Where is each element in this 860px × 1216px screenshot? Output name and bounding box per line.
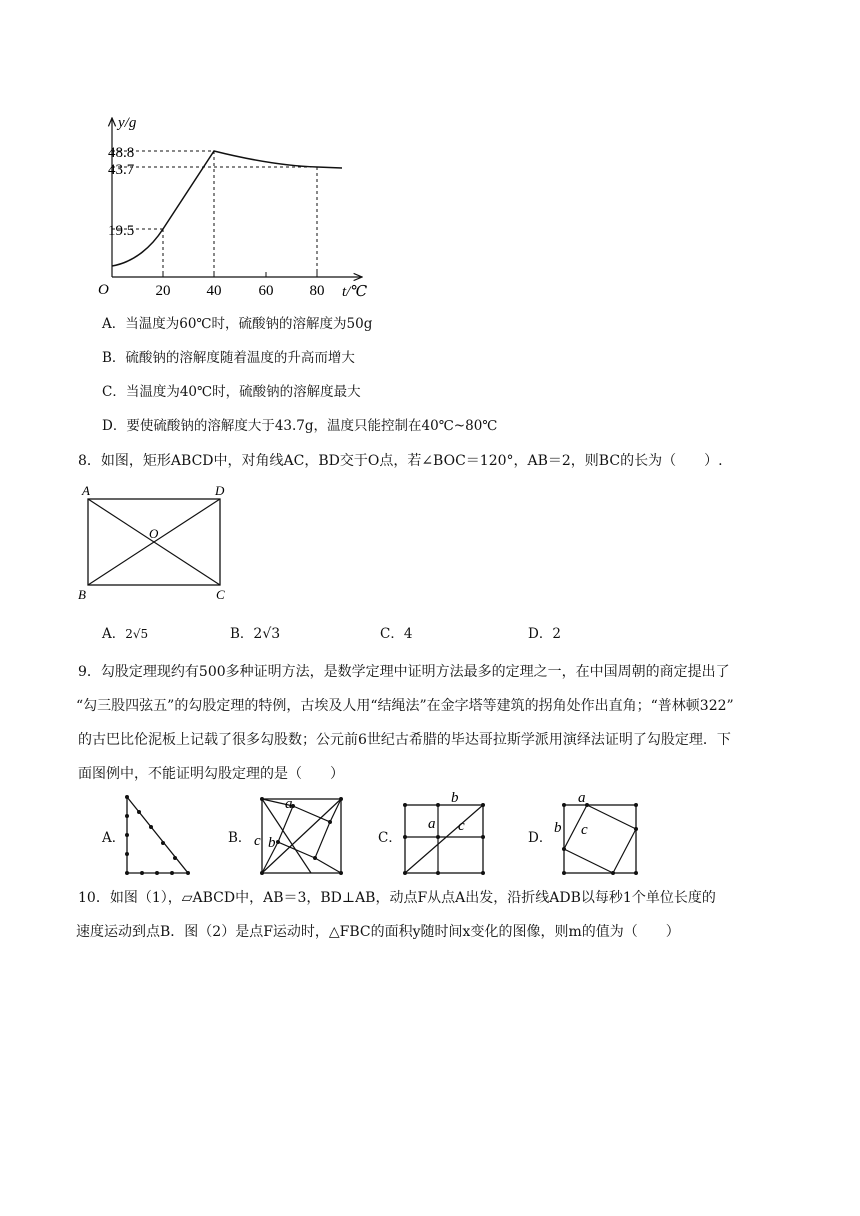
q9-figure-b [250,790,350,878]
q9-line-3: 的古巴比伦泥板上记载了很多勾股数；公元前6世纪古希腊的毕达哥拉斯学派用演绎法证明了勾股定理．下 [78,732,731,748]
q9-c-label-c: c [458,818,465,834]
solubility-chart [90,108,380,308]
q9-option-b: B． [228,830,252,846]
q7-option-d: D．要使硫酸钠的溶解度大于43.7g，温度只能控制在40℃~80℃ [102,418,498,434]
q9-d-label-c: c [581,822,588,838]
q9-line-4: 面图例中，不能证明勾股定理的是（ ） [78,766,344,782]
q9-option-a: A． [102,830,126,846]
x-tick-80: 80 [309,283,325,299]
q8-option-c: C．4 [380,626,413,642]
q9-figure-c [398,790,488,878]
solubility-curve [112,151,342,266]
q8-label-a: A [82,483,90,498]
y-tick-48-8: 48.8 [108,145,135,161]
q9-figure-d [548,790,643,878]
q9-figure-a [120,790,195,878]
q9-option-c: C． [378,830,402,846]
q7-option-a: A．当温度为60℃时，硫酸钠的溶解度为50g [102,316,373,332]
q9-b-label-c: c [254,833,261,849]
q10-line-1: 10．如图（1），▱ABCD中，AB＝3，BD⊥AB，动点F从点A出发，沿折线ADB以每秒1个单位长度的 [78,890,716,906]
q9-d-label-b: b [554,820,562,836]
q8-option-a-label: A． [102,626,126,642]
q8-label-d: D [215,483,225,498]
q10-line-2: 速度运动到点B．图（2）是点F运动时，△FBC的面积y随时间x变化的图像，则m的值为（ ） [76,924,680,940]
y-tick-43-7: 43.7 [108,162,135,178]
q8-label-o: O [149,526,159,541]
y-axis-label: y/g [118,115,137,131]
q8-label-c: C [216,587,225,602]
x-tick-40: 40 [206,283,222,299]
q9-c-label-b: b [451,790,459,806]
q9-option-d: D． [528,830,553,846]
q8-option-a-value: 2√5 [125,627,149,641]
x-tick-20: 20 [155,283,171,299]
q8-label-b: B [78,587,86,602]
q8-stem: 8．如图，矩形ABCD中，对角线AC，BD交于O点，若∠BOC＝120°，AB＝2，则BC的长为（ ）. [78,453,723,469]
q8-rectangle-figure [75,480,235,605]
origin-label: O [98,282,109,298]
q8-option-d: D．2 [528,626,561,642]
x-tick-60: 60 [258,283,274,299]
y-tick-19-5: 19.5 [108,223,135,239]
q8-option-a [102,624,148,644]
q9-c-label-a: a [428,816,436,832]
q8-option-b-label: B． [230,626,254,642]
q7-option-b: B．硫酸钠的溶解度随着温度的升高而增大 [102,350,355,366]
q8-option-b-value: 2√3 [253,626,281,642]
q7-option-c: C．当温度为40℃时，硫酸钠的溶解度最大 [102,384,361,400]
q9-line-1: 9．勾股定理现约有500多种证明方法，是数学定理中证明方法最多的定理之一，在中国周朝的商定提出了 [78,664,730,680]
q9-d-label-a: a [578,790,586,806]
q8-option-b [230,624,280,644]
x-axis-label: t/℃ [342,284,368,300]
q9-b-label-a: a [285,796,293,812]
q9-line-2: “勾三股四弦五”的勾股定理的特例，古埃及人用“结绳法”在金字塔等建筑的拐角处作出直角；“普林顿322” [76,698,734,714]
q9-b-label-b: b [268,835,276,851]
